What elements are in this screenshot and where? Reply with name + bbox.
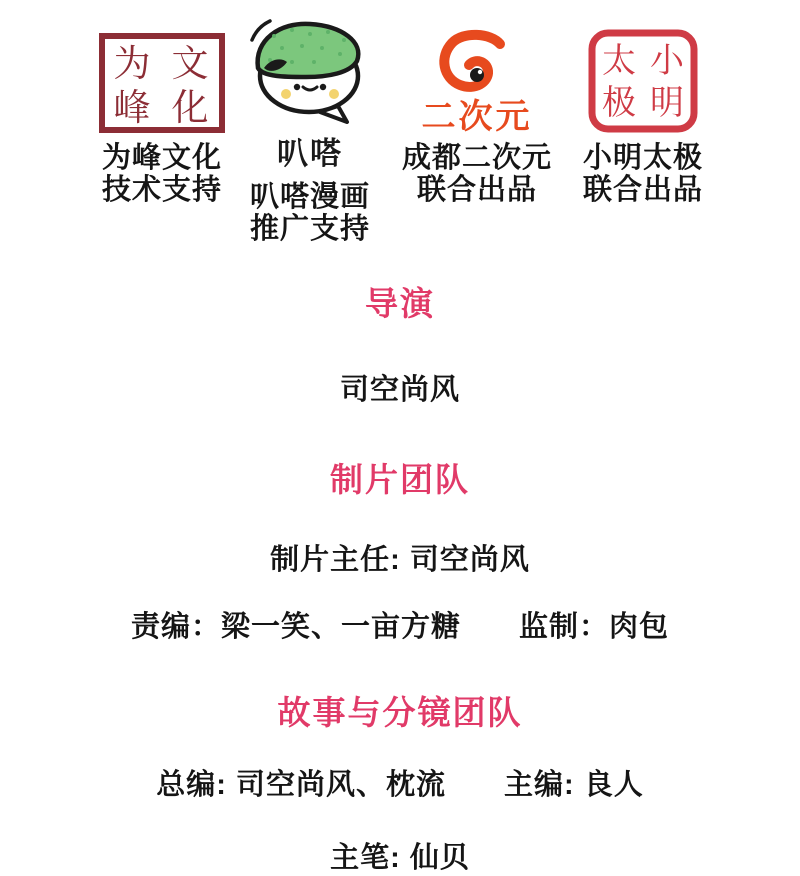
weifeng-seal-icon bbox=[98, 14, 226, 134]
xiaoming-seal-svg bbox=[587, 28, 699, 134]
bada-wordmark: 叭嗒 bbox=[277, 136, 343, 171]
svg-text:极: 极 bbox=[602, 85, 636, 122]
bada-mascot-icon bbox=[244, 14, 376, 134]
credit-line-editors-supervisor bbox=[0, 604, 800, 645]
caption-line: 联合出品 bbox=[582, 174, 703, 206]
caption-line: 推广支持 bbox=[249, 213, 370, 245]
erciyuan-swirl-icon bbox=[407, 14, 547, 134]
svg-text:峰: 峰 bbox=[113, 88, 151, 129]
credits-page bbox=[0, 14, 800, 874]
svg-text:明: 明 bbox=[650, 85, 684, 122]
credits-list bbox=[0, 278, 800, 876]
section-heading-production-team: 制片团队 bbox=[330, 461, 470, 498]
caption-line: 小明太极 bbox=[582, 142, 703, 174]
svg-text:化: 化 bbox=[171, 88, 209, 129]
credit-line-director: 司空尚风 bbox=[339, 374, 460, 406]
bada-mascot-svg bbox=[244, 14, 376, 134]
caption-line: 技术支持 bbox=[101, 174, 222, 206]
erciyuan-swirl-svg bbox=[407, 30, 547, 134]
caption-line: 叭嗒漫画 bbox=[249, 181, 370, 213]
sponsor-caption bbox=[583, 142, 703, 206]
svg-text:为: 为 bbox=[113, 44, 151, 85]
sponsor-caption bbox=[250, 181, 370, 245]
sponsor-caption bbox=[102, 142, 222, 206]
caption-line: 成都二次元 bbox=[401, 142, 552, 174]
weifeng-seal-svg bbox=[98, 32, 226, 134]
credit-line-production-director: 制片主任: 司空尚风 bbox=[270, 544, 530, 576]
credit-line-chief-editors bbox=[0, 762, 800, 803]
svg-text:文: 文 bbox=[171, 44, 209, 85]
credit-chief-editor: 主编: 良人 bbox=[504, 769, 644, 801]
sponsor-xiaoming bbox=[563, 14, 723, 206]
section-heading-story-team: 故事与分镜团队 bbox=[277, 694, 523, 731]
caption-line: 为峰文化 bbox=[101, 142, 222, 174]
svg-text:小: 小 bbox=[650, 43, 684, 80]
xiaoming-taiji-seal-icon bbox=[587, 14, 699, 134]
sponsor-weifeng bbox=[82, 14, 242, 206]
sponsors-row bbox=[0, 14, 800, 245]
credit-supervisor: 监制：肉包 bbox=[519, 611, 670, 643]
svg-text:二次元: 二次元 bbox=[421, 98, 533, 136]
section-heading-director: 导演 bbox=[365, 285, 435, 322]
caption-line: 联合出品 bbox=[416, 174, 537, 206]
svg-text:太: 太 bbox=[602, 43, 636, 80]
credit-line-lead-artist: 主笔: 仙贝 bbox=[330, 842, 470, 874]
credit-editors: 责编：梁一笑、一亩方糖 bbox=[130, 611, 461, 643]
sponsor-erciyuan bbox=[393, 14, 561, 206]
sponsor-caption bbox=[402, 142, 552, 206]
sponsor-bada bbox=[230, 14, 390, 245]
credit-editor-in-chief: 总编: 司空尚风、枕流 bbox=[156, 769, 446, 801]
